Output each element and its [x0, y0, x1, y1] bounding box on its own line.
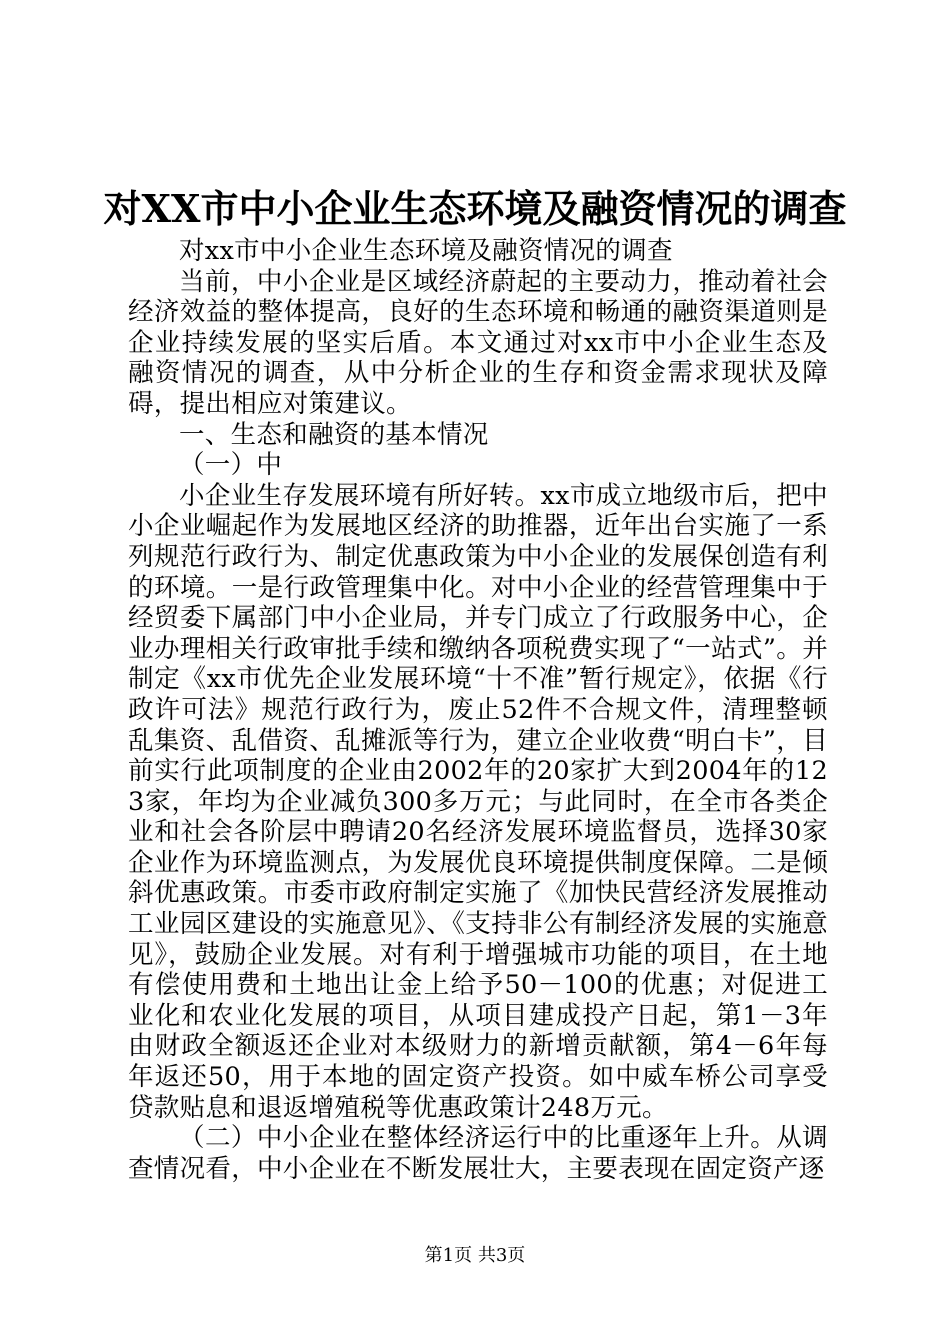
subsection-heading-1: （一）中	[179, 450, 283, 481]
document-title: 对XX市中小企业生态环境及融资情况的调查	[103, 186, 847, 231]
paragraph-environment: 小企业生存发展环境有所好转。xx市成立地级市后，把中小企业崛起作为发展地区经济的助推器，近年出台实施了一系列规范行政行为、制定优惠政策为中小企业的发展保创造有利的环境。一是行政管理集中化。对中小企业的经营管理集中于经贸委下属部门中小企业局，并专门成立了行政服务中心，企业办理相关行政审批手续和缴纳各项税费实现了“一站式”。并制定《xx市优先企业发展环境“十不准”暂行规定》，依据《行政许可法》规范行政行为，废止52件不合规文件，清理整顿乱集资、乱借资、乱摊派等行为，建立企业收费“明白卡”，目前实行此项制度的企业由2002年的20家扩大到2004年的123家，年均为企业减负300多万元；与此同时，在全市各类企业和社会各阶层中聘请20名经济发展环境监督员，选择30家企业作为环境监测点，为发展优良环境提供制度保障。二是倾斜优惠政策。市委市政府制定实施了《加快民营经济发展推动工业园区建设的实施意见》、《支持非公有制经济发展的实施意见》，鼓励企业发展。对有利于增强城市功能的项目，在土地有偿使用费和土地出让金上给予50－100的优惠；对促进工业化和农业化发展的项目，从项目建成投产日起，第1－3年由财政全额返还企业对本级财力的新增贡献额，第4－6年每年返还50，用于本地的固定资产投资。如中威车桥公司享受贷款贴息和退返增殖税等优惠政策计248万元。	[128, 480, 828, 1123]
paragraph-subtitle: 对xx市中小企业生态环境及融资情况的调查	[179, 236, 673, 266]
document-body	[128, 236, 828, 1184]
paragraph-share: （二）中小企业在整体经济运行中的比重逐年上升。从调查情况看，中小企业在不断发展壮大，主要表现在固定资产逐	[128, 1123, 828, 1184]
section-heading-1: 一、生态和融资的基本情况	[179, 419, 489, 450]
page-footer: 第1页 共3页	[424, 1245, 526, 1266]
paragraph-intro: 当前，中小企业是区域经济蔚起的主要动力，推动着社会经济效益的整体提高，良好的生态环境和畅通的融资渠道则是企业持续发展的坚实后盾。本文通过对xx市中小企业生态及融资情况的调查，从中分析企业的生存和资金需求现状及障碍，提出相应对策建议。	[128, 266, 828, 419]
